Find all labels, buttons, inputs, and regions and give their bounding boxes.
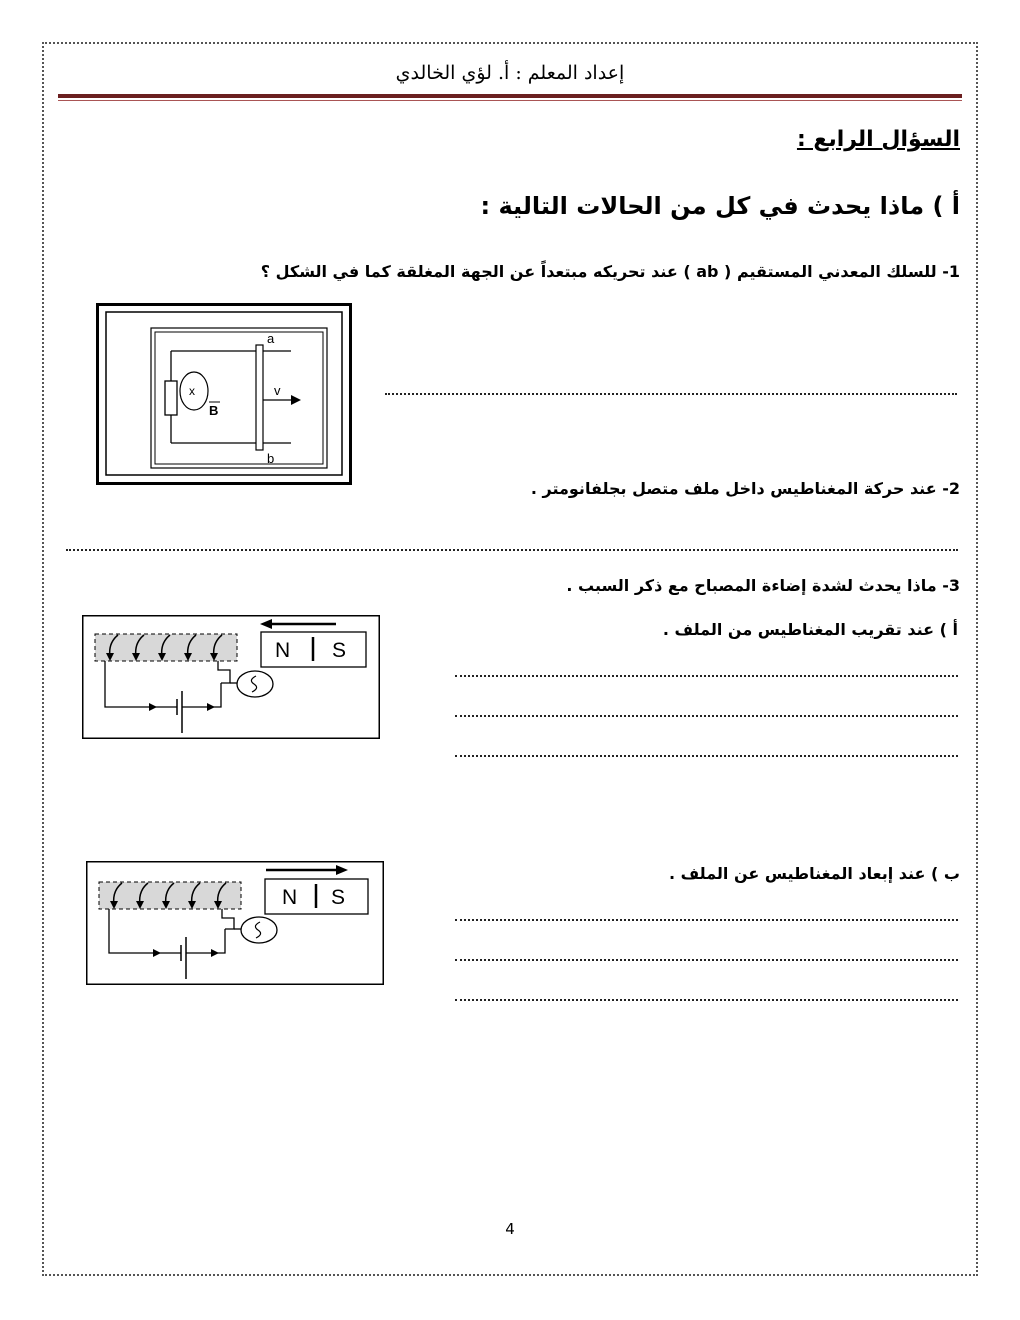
magnet-south: S [332,639,347,662]
answer-line-3a-3[interactable] [455,755,958,759]
figure-magnet-approach [82,615,380,739]
answer-line-3b-1[interactable] [455,919,958,923]
figure-moving-rod [96,303,352,485]
answer-line-2[interactable] [66,549,958,553]
label-b: b [267,451,275,466]
answer-line-3a-1[interactable] [455,675,958,679]
item-3a-text: أ ) عند تقريب المغناطيس من الملف . [662,620,958,639]
header-rule [58,94,962,98]
page-number: 4 [505,1220,515,1238]
answer-line-1[interactable] [385,393,957,397]
label-B: B [209,403,219,418]
label-a: a [267,331,275,346]
answer-line-3b-3[interactable] [455,999,958,1003]
label-v: v [274,383,281,398]
answer-line-3b-2[interactable] [455,959,958,963]
part-a-title: أ ) ماذا يحدث في كل من الحالات التالية : [480,192,960,220]
item-1-text: 1- للسلك المعدني المستقيم ( ab ) عند تحريكه مبتعداً عن الجهة المغلقة كما في الشكل ؟ [260,262,960,281]
item-2-text: 2- عند حركة المغناطيس داخل ملف متصل بجلفانومتر . [530,479,960,498]
magnet-north: N [282,886,298,909]
item-3-text: 3- ماذا يحدث لشدة إضاءة المصباح مع ذكر السبب . [566,576,960,595]
question-title: السؤال الرابع : [796,127,960,152]
magnet-north: N [275,639,291,662]
item-3b-text: ب ) عند إبعاد المغناطيس عن الملف . [668,864,960,883]
label-x: x [189,384,195,398]
figure-magnet-away [86,861,384,985]
magnet-south: S [331,886,346,909]
author-header: إعداد المعلم : أ. لؤي الخالدي [395,62,625,84]
header-rule-thin [58,100,962,101]
answer-line-3a-2[interactable] [455,715,958,719]
